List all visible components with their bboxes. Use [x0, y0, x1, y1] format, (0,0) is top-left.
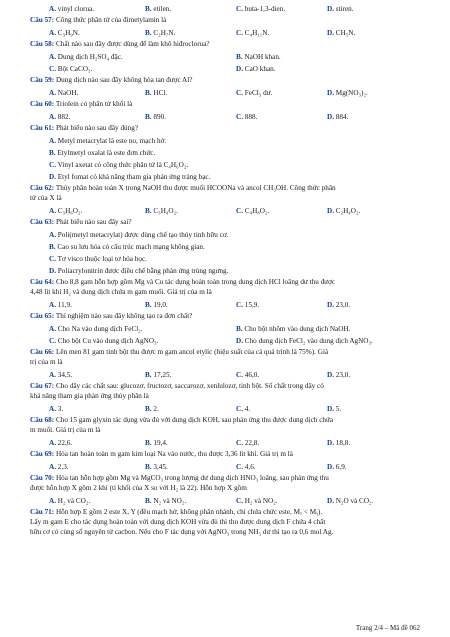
answer-option-a[interactable]	[49, 461, 69, 473]
answer-stack	[30, 229, 422, 277]
question-text-continued	[30, 425, 422, 435]
option-text: 34,5.	[57, 371, 73, 379]
answer-option-c[interactable]	[236, 299, 259, 311]
option-letter: B.	[145, 497, 152, 505]
option-text: N₂ và NO₂.	[153, 497, 187, 505]
option-letter: D.	[327, 439, 334, 447]
block-9	[30, 123, 422, 133]
question-stem	[30, 123, 422, 133]
question-text-line: hữu cơ có cùng số nguyên tử cacbon. Nếu cho F tác dụng với AgNO₃ trong NH₃ dư thì tạo ra 0,6 mol Ag.	[30, 528, 334, 536]
answer-row	[30, 51, 422, 63]
option-text: CH₅N.	[335, 29, 356, 37]
question-text-continued	[30, 193, 422, 203]
block-24	[30, 437, 422, 449]
block-5	[30, 75, 422, 85]
option-letter: B.	[236, 325, 243, 333]
option-letter: C.	[49, 65, 56, 73]
option-letter: A.	[49, 89, 56, 97]
option-text: 22,6.	[57, 439, 73, 447]
question-text: Cho dãy các chất sau: glucozơ, fructozơ, saccarozơ, xenlulozơ, tinh bột. Số chất trong dãy có	[55, 382, 324, 390]
option-letter: D.	[327, 89, 334, 97]
option-letter: D.	[327, 405, 334, 413]
question-stem	[30, 15, 422, 25]
option-text: Mg(NO₃)₂.	[335, 89, 368, 97]
option-letter: D.	[49, 267, 56, 275]
option-text: FeCl₃ dư.	[244, 89, 273, 97]
question-text: Phát biểu nào sau đây sai?	[55, 218, 132, 226]
option-text: 19,4.	[153, 439, 168, 447]
option-letter: C.	[236, 463, 243, 471]
question-text-line: khả năng tham gia phản ứng thủy phân là	[30, 392, 149, 400]
answer-option-b[interactable]	[145, 3, 171, 15]
question-number: Câu 71:	[30, 508, 55, 516]
answer-option-c[interactable]	[236, 111, 257, 123]
question-text-continued	[30, 483, 422, 493]
option-text: 23,0.	[335, 371, 351, 379]
option-text: C₄H₁₁N.	[244, 29, 270, 37]
block-17	[30, 311, 422, 321]
option-text: 18,8.	[335, 439, 351, 447]
option-letter: A.	[49, 113, 56, 121]
answer-option-a[interactable]	[49, 323, 143, 335]
option-text: C₂H₄O₂.	[335, 207, 361, 215]
question-stem	[30, 99, 422, 109]
option-letter: D.	[49, 173, 56, 181]
answer-option-a[interactable]	[49, 87, 78, 99]
block-20	[30, 369, 422, 381]
answer-option-b[interactable]	[145, 495, 186, 507]
answer-option-c[interactable]	[49, 63, 92, 75]
answer-option-d[interactable]	[327, 3, 354, 15]
option-letter: A.	[49, 53, 56, 61]
block-29	[30, 507, 422, 537]
block-28	[30, 495, 422, 507]
answer-option-d[interactable]	[327, 111, 348, 123]
question-text-continued	[30, 517, 422, 527]
question-number: Câu 58:	[30, 40, 55, 48]
option-text: Poliacrylonitrin được điều chế bằng phản ứng trùng ngưng.	[57, 267, 229, 275]
option-text: 4,6.	[244, 463, 256, 471]
answer-option-b[interactable]	[30, 147, 422, 159]
option-text: etilen.	[153, 5, 172, 13]
question-stem	[30, 75, 422, 85]
option-letter: A.	[49, 405, 56, 413]
answer-option-b[interactable]	[145, 461, 168, 473]
option-text: C₄H₈O₂.	[244, 207, 270, 215]
answer-option-a[interactable]	[30, 135, 422, 147]
option-letter: B.	[145, 5, 152, 13]
answer-row	[30, 495, 422, 507]
option-letter: D.	[327, 371, 334, 379]
answer-option-c[interactable]	[236, 27, 269, 39]
option-text: 46,0.	[244, 371, 260, 379]
option-letter: C.	[236, 405, 243, 413]
answer-stack	[30, 135, 422, 183]
answer-row	[30, 3, 422, 15]
answer-option-d[interactable]	[327, 369, 350, 381]
answer-option-a[interactable]	[49, 51, 123, 63]
block-22	[30, 403, 422, 415]
question-stem	[30, 39, 422, 49]
answer-option-b[interactable]	[145, 437, 168, 449]
answer-option-c[interactable]	[236, 437, 259, 449]
question-number: Câu 66:	[30, 348, 55, 356]
question-number: Câu 63:	[30, 218, 55, 226]
answer-option-b[interactable]	[236, 323, 350, 335]
option-text: C₃H₆O₂.	[57, 207, 83, 215]
answer-row	[30, 437, 422, 449]
option-text: Tơ visco thuộc loại tơ hóa học.	[57, 255, 147, 263]
question-number: Câu 61:	[30, 124, 55, 132]
option-letter: B.	[145, 113, 152, 121]
option-letter: D.	[327, 29, 334, 37]
option-letter: B.	[49, 149, 56, 157]
option-letter: D.	[327, 5, 334, 13]
answer-option-c[interactable]	[30, 253, 422, 265]
option-text: 11,9.	[57, 301, 72, 309]
block-16	[30, 299, 422, 311]
option-text: 884.	[335, 113, 349, 121]
option-letter: C.	[236, 5, 243, 13]
question-text-line: trị của m là	[30, 358, 63, 366]
option-letter: D.	[327, 301, 334, 309]
option-letter: A.	[49, 5, 56, 13]
answer-option-a[interactable]	[49, 437, 72, 449]
option-letter: C.	[236, 29, 243, 37]
answer-option-b[interactable]	[145, 205, 178, 217]
option-text: HCl.	[153, 89, 168, 97]
block-23	[30, 415, 422, 435]
answer-row	[30, 403, 422, 415]
option-text: Dung dịch H₂SO₄ đặc.	[57, 53, 123, 61]
answer-row	[30, 27, 422, 39]
question-text: Phát biểu nào sau đây đúng?	[55, 124, 139, 132]
option-letter: D.	[327, 207, 334, 215]
block-14	[30, 229, 422, 277]
option-text: 23,0.	[335, 301, 351, 309]
answer-row	[30, 205, 422, 217]
answer-option-a[interactable]	[49, 3, 94, 15]
option-text: Cho dung dịch FeCl₂ vào dung dịch AgNO₃.	[244, 337, 373, 345]
block-8	[30, 111, 422, 123]
option-text: Bột CaCO₃.	[57, 65, 93, 73]
option-letter: C.	[236, 497, 243, 505]
option-text: 3.	[57, 405, 64, 413]
option-letter: C.	[236, 89, 243, 97]
answer-option-b[interactable]	[145, 403, 159, 415]
option-letter: C.	[236, 301, 243, 309]
answer-option-a[interactable]	[49, 299, 72, 311]
option-letter: A.	[49, 325, 56, 333]
option-letter: C.	[236, 113, 243, 121]
answer-option-b[interactable]	[145, 299, 168, 311]
answer-option-a[interactable]	[49, 205, 82, 217]
block-4	[30, 51, 422, 75]
block-13	[30, 217, 422, 227]
option-text: Cho Na vào dung dịch FeCl₂.	[57, 325, 143, 333]
question-text: Dung dịch nào sau đây không hòa tan được Al?	[55, 76, 193, 84]
option-letter: D.	[327, 463, 334, 471]
block-27	[30, 473, 422, 493]
option-letter: B.	[236, 53, 243, 61]
answer-option-c[interactable]	[49, 335, 158, 347]
answer-option-d[interactable]	[327, 87, 368, 99]
answer-option-c[interactable]	[236, 495, 278, 507]
block-1	[30, 15, 422, 25]
option-letter: C.	[236, 371, 243, 379]
answer-option-a[interactable]	[49, 495, 90, 507]
option-text: C₃H₄O₂.	[153, 207, 178, 215]
option-text: Poli(metyl metacrylat) được dùng chế tạo thủy tinh hữu cơ.	[57, 231, 229, 239]
answer-option-d[interactable]	[327, 27, 355, 39]
option-letter: A.	[49, 439, 56, 447]
block-18	[30, 323, 422, 347]
option-text: vinyl clorua.	[57, 5, 95, 13]
option-letter: B.	[145, 207, 152, 215]
block-19	[30, 347, 422, 367]
answer-option-a[interactable]	[49, 369, 72, 381]
option-text: Cho bột nhôm vào dung dịch NaOH.	[244, 325, 351, 333]
option-letter: C.	[49, 255, 56, 263]
question-stem	[30, 277, 422, 287]
option-text: 4.	[244, 405, 251, 413]
option-text: N₂O và CO₂.	[335, 497, 374, 505]
block-26	[30, 461, 422, 473]
option-text: stiren.	[335, 5, 354, 13]
answer-option-d[interactable]	[30, 265, 422, 277]
answer-option-d[interactable]	[327, 205, 360, 217]
answer-option-c[interactable]	[236, 3, 285, 15]
question-text: Chất nào sau đây được dùng để làm khô hiđroclorua?	[55, 40, 210, 48]
answer-option-d[interactable]	[327, 461, 347, 473]
question-number: Câu 67:	[30, 382, 55, 390]
option-text: 17,25.	[153, 371, 172, 379]
option-letter: B.	[49, 243, 56, 251]
option-letter: B.	[145, 301, 152, 309]
question-stem	[30, 217, 422, 227]
question-text: Thủy phân hoàn toàn X trong NaOH thu được muối HCOONa và ancol CH₃OH. Công thức phân	[55, 184, 336, 192]
answer-row	[30, 323, 422, 335]
option-text: 22,8.	[244, 439, 260, 447]
option-letter: D.	[236, 65, 243, 73]
answer-option-b[interactable]	[236, 51, 281, 63]
answer-option-c[interactable]	[30, 159, 422, 171]
option-text: 15,9.	[244, 301, 260, 309]
option-text: Metyl metacrylat là este no, mạch hở.	[57, 137, 167, 145]
block-25	[30, 449, 422, 459]
question-stem	[30, 183, 422, 193]
question-text: Hòa tan hoàn toàn m gam kim loại Na vào nước, thu được 3,36 lít khí. Giá trị m là	[55, 450, 293, 458]
question-number: Câu 60:	[30, 100, 55, 108]
answer-option-a[interactable]	[49, 27, 80, 39]
option-letter: C.	[236, 439, 243, 447]
option-letter: D.	[236, 337, 243, 345]
answer-option-c[interactable]	[236, 369, 259, 381]
option-text: H₂ và CO₂.	[57, 497, 91, 505]
question-text-continued	[30, 357, 422, 367]
question-stem	[30, 415, 422, 425]
question-text: Triolein có phân tử khối là	[55, 100, 133, 108]
answer-option-b[interactable]	[145, 87, 167, 99]
option-text: H₂ và NO₂.	[244, 497, 278, 505]
question-text: Cho 15 gam glyxin tác dụng vừa đủ với dung dịch KOH, sau phản ứng thu được dung dịch chứa	[55, 416, 334, 424]
question-stem	[30, 507, 422, 517]
answer-option-a[interactable]	[30, 229, 422, 241]
answer-option-d[interactable]	[236, 63, 276, 75]
option-letter: A.	[49, 231, 56, 239]
option-letter: B.	[145, 463, 152, 471]
question-number: Câu 68:	[30, 416, 55, 424]
answer-row	[30, 63, 422, 75]
option-letter: A.	[49, 137, 56, 145]
question-text-line: được hỗn hợp X gồm 2 khí (tỉ khối của X so với H₂ là 22). Hỗn hợp X gồm	[30, 484, 247, 492]
option-letter: A.	[49, 207, 56, 215]
answer-option-b[interactable]	[145, 111, 166, 123]
option-letter: A.	[49, 463, 56, 471]
option-letter: C.	[49, 337, 56, 345]
question-stem	[30, 381, 422, 391]
question-stem	[30, 347, 422, 357]
block-11	[30, 183, 422, 203]
option-letter: B.	[145, 89, 152, 97]
option-text: 19,0.	[153, 301, 168, 309]
question-number: Câu 62:	[30, 184, 55, 192]
question-number: Câu 70:	[30, 474, 55, 482]
block-6	[30, 87, 422, 99]
answer-row	[30, 299, 422, 311]
answer-option-b[interactable]	[30, 241, 422, 253]
option-text: buta-1,3-dien.	[244, 5, 286, 13]
answer-row	[30, 369, 422, 381]
option-letter: C.	[236, 207, 243, 215]
block-0	[30, 3, 422, 15]
answer-option-b[interactable]	[145, 369, 171, 381]
answer-option-c[interactable]	[236, 403, 250, 415]
option-text: 3,45.	[153, 463, 168, 471]
option-text: 2,3.	[57, 463, 69, 471]
question-number: Câu 59:	[30, 76, 55, 84]
option-text: CaO khan.	[244, 65, 276, 73]
option-text: Cho bột Cu vào dung dịch AgNO₃.	[57, 337, 159, 345]
option-letter: D.	[327, 497, 334, 505]
question-text-continued	[30, 527, 422, 537]
question-text: Cho 8,8 gam hỗn hợp gồm Mg và Cu tác dụng hoàn toàn trong dung dịch HCl loãng dư thu được	[55, 278, 336, 286]
option-letter: A.	[49, 301, 56, 309]
option-text: Cao su lưu hóa có cấu trúc mạch mạng không gian.	[57, 243, 205, 251]
option-text: 5.	[335, 405, 342, 413]
option-letter: A.	[49, 371, 56, 379]
question-text: Thí nghiệm nào sau đây không tạo ra đơn chất?	[55, 312, 193, 320]
option-text: 888.	[244, 113, 258, 121]
page-footer: Trang 2/4 – Mã đề 062	[355, 624, 420, 632]
answer-row	[30, 335, 422, 347]
question-stem	[30, 449, 422, 459]
answer-option-a[interactable]	[49, 403, 63, 415]
answer-option-d[interactable]	[236, 335, 373, 347]
question-stem	[30, 311, 422, 321]
answer-option-d[interactable]	[327, 437, 350, 449]
option-letter: D.	[327, 113, 334, 121]
block-21	[30, 381, 422, 401]
question-text-line: m muối. Giá trị của m là	[30, 426, 101, 434]
answer-option-c[interactable]	[236, 461, 256, 473]
option-letter: A.	[49, 29, 56, 37]
answer-option-a[interactable]	[49, 111, 70, 123]
option-text: NaOH khan.	[244, 53, 281, 61]
question-text: Lên men 81 gam tinh bột thu được m gam ancol etylic (hiệu suất của cả quá trình là 75%). Giá	[55, 348, 329, 356]
answer-option-c[interactable]	[236, 205, 269, 217]
option-letter: A.	[49, 497, 56, 505]
question-text-line: 4,48 lít khí H₂ và dung dịch chứa m gam muối. Giá trị của m là	[30, 288, 212, 296]
answer-option-d[interactable]	[327, 299, 350, 311]
option-letter: B.	[145, 371, 152, 379]
block-2	[30, 27, 422, 39]
answer-row	[30, 111, 422, 123]
option-text: NaOH.	[57, 89, 79, 97]
option-letter: B.	[145, 405, 152, 413]
question-text-continued	[30, 391, 422, 401]
option-text: C₂H₇N.	[153, 29, 176, 37]
option-text: C₃H₉N.	[57, 29, 80, 37]
question-text: Hòa tan hỗn hợp gồm Mg và MgCO₃ trong lượng dư dung dịch HNO₃ loãng, sau phản ứng thu	[55, 474, 329, 482]
block-15	[30, 277, 422, 297]
answer-row	[30, 87, 422, 99]
option-letter: B.	[145, 439, 152, 447]
answer-option-d[interactable]	[30, 171, 422, 183]
option-text: Etylmetyl oxalat là este đơn chức.	[57, 149, 156, 157]
block-10	[30, 135, 422, 183]
question-number: Câu 65:	[30, 312, 55, 320]
question-number: Câu 64:	[30, 278, 55, 286]
answer-option-b[interactable]	[145, 27, 175, 39]
option-text: Vinyl axetat có công thức phân tử là C₄H₆O₂.	[57, 161, 189, 169]
block-7	[30, 99, 422, 109]
answer-option-d[interactable]	[327, 403, 341, 415]
block-3	[30, 39, 422, 49]
option-text: 890.	[153, 113, 166, 121]
question-text-line: Lấy m gam E cho tác dụng hoàn toàn với dung dịch KOH vừa đủ thì thu được dung dịch F chứa 4 chất	[30, 518, 326, 526]
question-text-line: tử của X là	[30, 194, 62, 202]
question-text: Hỗn hợp E gồm 2 este X, Y (đều mạch hở, không phân nhánh, chỉ chứa chức este, Mₓ < Mᵧ).	[55, 508, 323, 516]
option-text: Etyl fomat có khả năng tham gia phản ứng tráng bạc.	[57, 173, 211, 181]
option-letter: C.	[49, 161, 56, 169]
option-text: 882.	[57, 113, 71, 121]
option-text: 6,9.	[335, 463, 347, 471]
option-letter: B.	[145, 29, 152, 37]
question-stem	[30, 473, 422, 483]
question-number: Câu 57:	[30, 16, 55, 24]
question-number: Câu 69:	[30, 450, 55, 458]
block-12	[30, 205, 422, 217]
answer-option-c[interactable]	[236, 87, 272, 99]
answer-option-d[interactable]	[327, 495, 373, 507]
answer-row	[30, 461, 422, 473]
question-text-continued	[30, 287, 422, 297]
question-text: Công thức phân tử của đimetylamin là	[55, 16, 167, 24]
option-text: 2.	[153, 405, 159, 413]
